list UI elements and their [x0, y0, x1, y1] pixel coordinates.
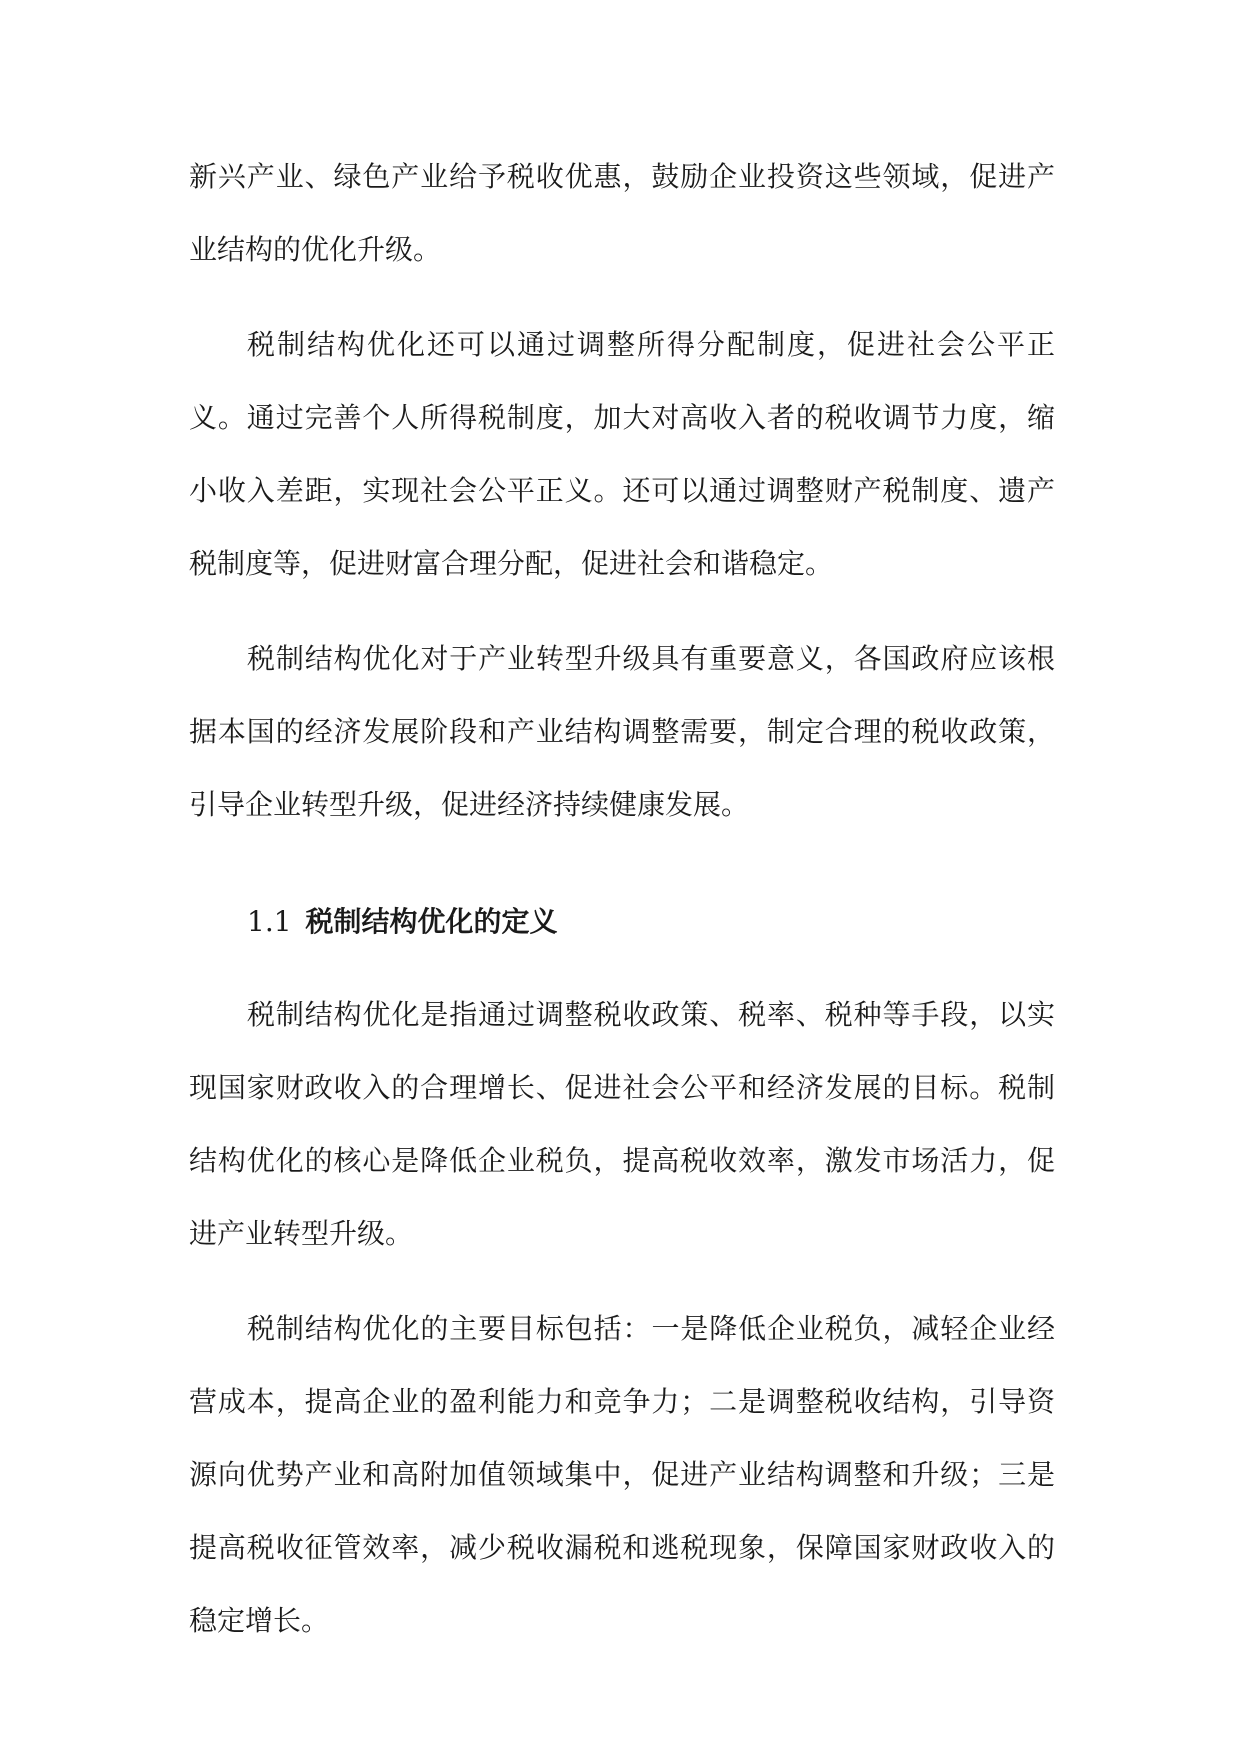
section-number: 1.1	[247, 905, 292, 938]
paragraph-definition: 税制结构优化是指通过调整税收政策、税率、税种等手段，以实现国家财政收入的合理增长、促进社会公平和经济发展的目标。税制结构优化的核心是降低企业税负，提高税收效率，激发市场活力，促进产业转型升级。	[189, 998, 1055, 1250]
paragraph-continued: 新兴产业、绿色产业给予税收优惠，鼓励企业投资这些领域，促进产业结构的优化升级。	[189, 160, 1055, 266]
document-body	[189, 140, 1055, 1679]
section-heading	[189, 885, 1055, 958]
section-title: 税制结构优化的定义	[305, 905, 558, 938]
paragraph-significance: 税制结构优化对于产业转型升级具有重要意义，各国政府应该根据本国的经济发展阶段和产业结构调整需要，制定合理的税收政策，引导企业转型升级，促进经济持续健康发展。	[189, 642, 1055, 821]
paragraph-main-goals: 税制结构优化的主要目标包括：一是降低企业税负，减轻企业经营成本，提高企业的盈利能力和竞争力；二是调整税收结构，引导资源向优势产业和高附加值领域集中，促进产业结构调整和升级；三是提高税收征管效率，减少税收漏税和逃税现象，保障国家财政收入的稳定增长。	[189, 1312, 1055, 1637]
paragraph-income-distribution: 税制结构优化还可以通过调整所得分配制度，促进社会公平正义。通过完善个人所得税制度，加大对高收入者的税收调节力度，缩小收入差距，实现社会公平正义。还可以通过调整财产税制度、遗产税制度等，促进财富合理分配，促进社会和谐稳定。	[189, 328, 1055, 580]
